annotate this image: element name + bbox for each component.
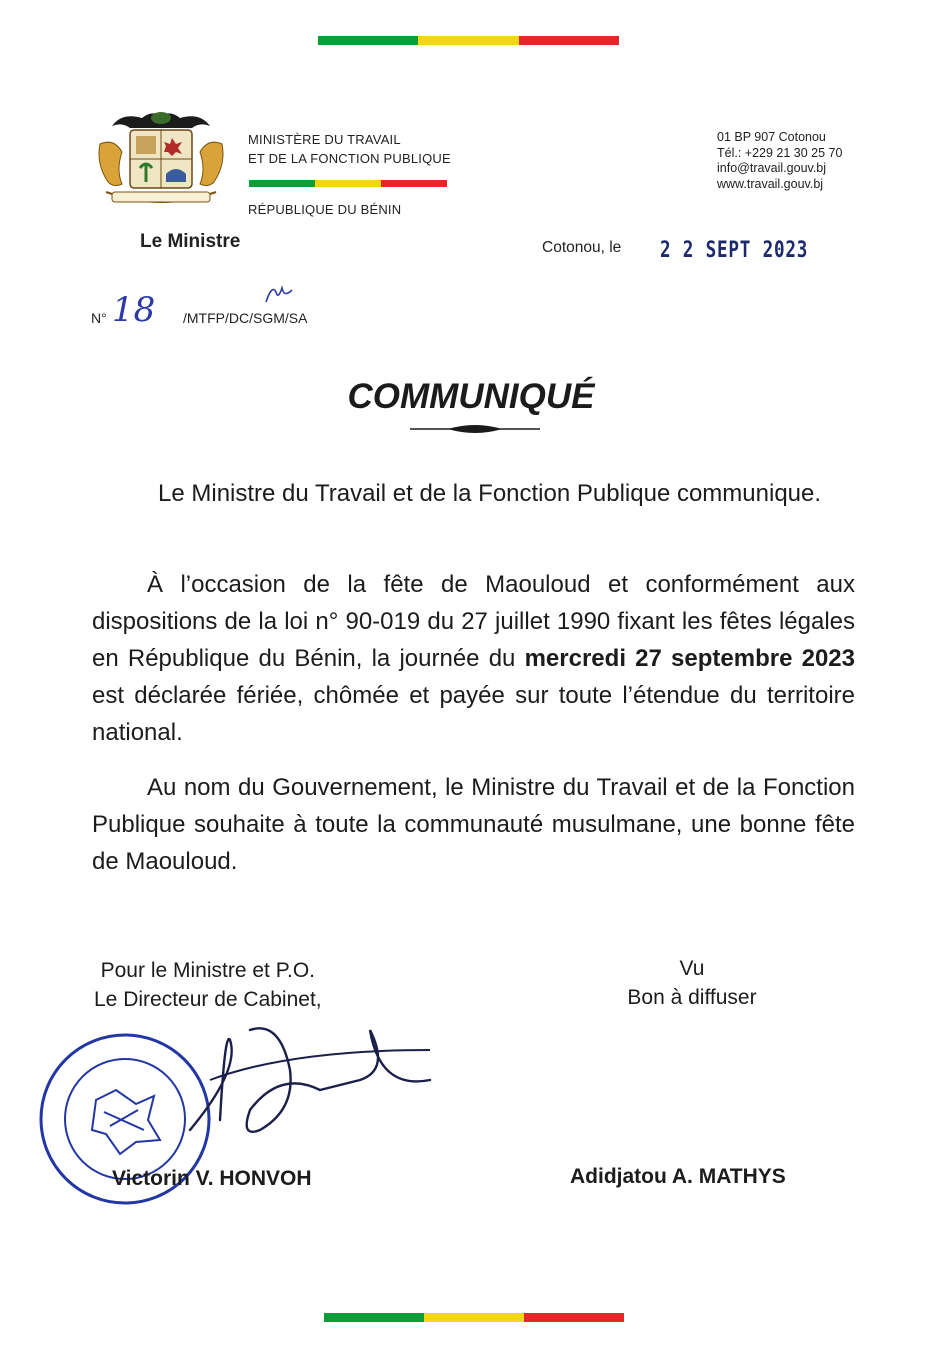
body-paragraph-2 (92, 566, 855, 751)
reference-suffix: /MTFP/DC/SGM/SA (183, 310, 308, 326)
signature-icon (170, 1010, 470, 1165)
date-stamp: 2 2 SEPT 2023 (660, 238, 809, 263)
left-signatory-name: Victorin V. HONVOH (112, 1167, 312, 1190)
top-flag-bar (318, 36, 619, 45)
flag-red-stripe (519, 36, 619, 45)
flag-red-stripe (381, 180, 447, 187)
holiday-date: mercredi 27 septembre 2023 (524, 645, 855, 672)
reference-prefix: N° (91, 310, 107, 326)
contact-phone: Tél.: +229 21 30 25 70 (717, 145, 843, 160)
contact-email: info@travail.gouv.bj (717, 161, 827, 175)
right-signatory-title (592, 954, 792, 1012)
republic-label: RÉPUBLIQUE DU BÉNIN (248, 202, 402, 217)
coat-of-arms-icon (92, 104, 230, 216)
flag-yellow-stripe (424, 1313, 524, 1322)
le-ministre-label: Le Ministre (140, 231, 241, 252)
document-title: COMMUNIQUÉ (347, 377, 595, 416)
right-signatory-name: Adidjatou A. MATHYS (570, 1165, 786, 1188)
flag-green-stripe (324, 1313, 424, 1322)
place-date-prefix: Cotonou, le (542, 239, 622, 256)
contact-block (717, 130, 842, 192)
initials-mark-icon (262, 282, 296, 313)
right-signatory-line-2: Bon à diffuser (627, 986, 757, 1009)
left-signatory-line-1: Pour le Ministre et P.O. (100, 959, 315, 982)
left-signatory-title (94, 956, 322, 1014)
flag-yellow-stripe (315, 180, 381, 187)
header-flag-bar (249, 180, 447, 187)
body-paragraph-1: Le Ministre du Travail et de la Fonction Publique communique. (158, 480, 822, 507)
ministry-name (248, 130, 451, 168)
ministry-line-2: ET DE LA FONCTION PUBLIQUE (248, 151, 451, 166)
flag-green-stripe (249, 180, 315, 187)
body-paragraph-3: Au nom du Gouvernement, le Ministre du Travail et de la Fonction Publique souhaite à toute la communauté musulmane, une bonne fête de Maouloud. (92, 774, 855, 875)
contact-website: www.travail.gouv.bj (717, 176, 824, 191)
title-ornament-icon (408, 422, 542, 440)
bottom-flag-bar (324, 1313, 624, 1322)
reference-number: 18 (112, 290, 156, 330)
contact-address: 01 BP 907 Cotonou (717, 130, 826, 144)
left-signatory-line-2: Le Directeur de Cabinet, (94, 988, 322, 1011)
flag-red-stripe (524, 1313, 624, 1322)
flag-green-stripe (318, 36, 418, 45)
ministry-line-1: MINISTÈRE DU TRAVAIL (248, 132, 401, 147)
right-signatory-line-1: Vu (679, 957, 705, 980)
flag-yellow-stripe (418, 36, 519, 45)
body-paragraph-2-start: À l’occasion de la fête de Maouloud et conformément aux dispositions de la loi n° 90-019 du 27 juillet 1990 fixant les fêtes légales en République du Bénin, la journée du (92, 571, 855, 672)
body-paragraph-2-end: est déclarée fériée, chômée et payée sur toute l’étendue du territoire national. (92, 682, 855, 746)
